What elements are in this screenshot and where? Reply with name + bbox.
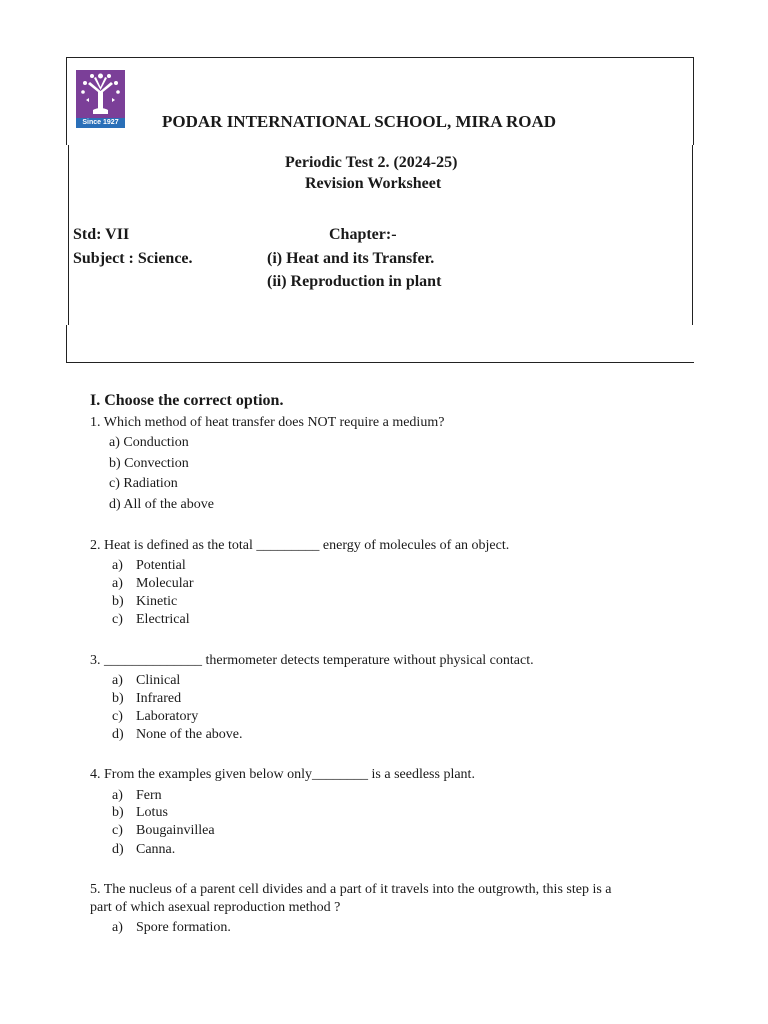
question-2-option-4-letter: c) (112, 612, 123, 627)
worksheet-title: Revision Worksheet (305, 175, 442, 192)
question-5-text-line-1: 5. The nucleus of a parent cell divides and a part of it travels into the outgrowth, this step is a (90, 882, 612, 897)
question-1-option-b: b) Convection (109, 456, 189, 471)
question-2-option-3-text: Kinetic (136, 594, 178, 609)
question-3-option-1-letter: a) (112, 673, 123, 688)
question-2-text: 2. Heat is defined as the total _________ energy of molecules of an object. (90, 538, 510, 553)
question-4-option-1-text: Fern (136, 788, 162, 803)
question-1-option-c: c) Radiation (109, 476, 178, 491)
question-4-option-2-text: Lotus (136, 805, 168, 820)
question-2-option-4-text: Electrical (136, 612, 190, 627)
question-3-option-2-text: Infrared (136, 691, 182, 706)
std-label: Std: VII (73, 226, 130, 243)
header-box-bottom-border (66, 362, 694, 363)
question-3-option-3-text: Laboratory (136, 709, 199, 724)
header-box-left-border-upper (66, 57, 67, 145)
question-5-option-1-text: Spore formation. (136, 920, 231, 935)
header-box-right-border-upper (693, 57, 694, 145)
question-3-option-4-letter: d) (112, 727, 124, 742)
question-4-option-3-letter: c) (112, 823, 123, 838)
question-4-option-4-text: Canna. (136, 842, 176, 857)
header-box-left-border-bottom (66, 325, 67, 362)
header-box-left-border-lower (68, 145, 69, 325)
question-4-option-4-letter: d) (112, 842, 124, 857)
question-1-text: 1. Which method of heat transfer does NOT require a medium? (90, 415, 445, 430)
chapter-label: Chapter:- (329, 226, 397, 243)
school-logo (76, 70, 125, 128)
question-1-option-d: d) All of the above (109, 497, 214, 512)
question-2-option-2-text: Molecular (136, 576, 194, 591)
question-5-text-line-2: part of which asexual reproduction method ? (90, 900, 341, 915)
chapter-item-2: (ii) Reproduction in plant (267, 273, 442, 290)
question-2-option-1-letter: a) (112, 558, 123, 573)
question-4-option-3-text: Bougainvillea (136, 823, 215, 838)
question-1-option-a: a) Conduction (109, 435, 189, 450)
question-2-option-2-letter: a) (112, 576, 123, 591)
header-box-top-border (66, 57, 694, 58)
header-box-right-border-lower (692, 145, 693, 325)
question-3-option-3-letter: c) (112, 709, 123, 724)
section-title: I. Choose the correct option. (90, 392, 284, 409)
question-4-option-1-letter: a) (112, 788, 123, 803)
test-title: Periodic Test 2. (2024-25) (285, 154, 458, 171)
subject-label: Subject : Science. (73, 250, 193, 267)
question-5-option-1-letter: a) (112, 920, 123, 935)
question-2-option-1-text: Potential (136, 558, 186, 573)
question-2-option-3-letter: b) (112, 594, 124, 609)
chapter-item-1: (i) Heat and its Transfer. (267, 250, 435, 267)
tree-logo-icon (76, 70, 125, 118)
question-3-option-4-text: None of the above. (136, 727, 243, 742)
school-name: PODAR INTERNATIONAL SCHOOL, MIRA ROAD (162, 112, 557, 131)
question-4-option-2-letter: b) (112, 805, 124, 820)
question-3-option-2-letter: b) (112, 691, 124, 706)
question-3-text: 3. ______________ thermometer detects temperature without physical contact. (90, 653, 534, 668)
question-4-text: 4. From the examples given below only________ is a seedless plant. (90, 767, 475, 782)
question-3-option-1-text: Clinical (136, 673, 181, 688)
logo-caption: Since 1927 (76, 118, 125, 128)
